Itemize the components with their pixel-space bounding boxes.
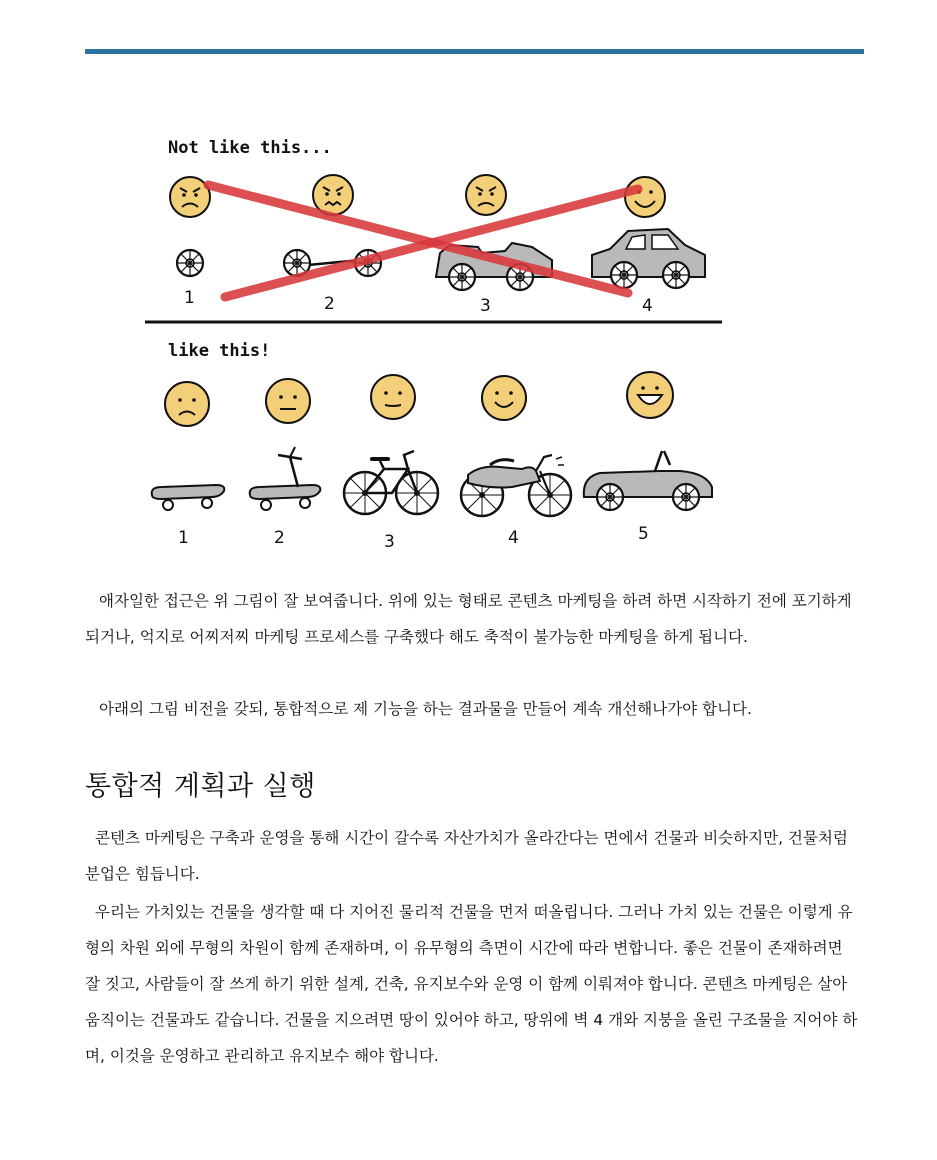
neutral-face-icon <box>371 375 415 419</box>
wheel-icon <box>177 250 203 276</box>
step-number: 4 <box>642 296 653 316</box>
smile-face-icon <box>482 376 526 420</box>
car-icon <box>592 229 705 288</box>
step-number: 3 <box>384 532 395 552</box>
scooter-icon <box>250 447 321 510</box>
top-rule <box>85 49 864 54</box>
like-this-caption: like this! <box>168 341 271 361</box>
not-like-this-caption: Not like this... <box>168 138 332 158</box>
mvp-illustration <box>140 125 730 565</box>
convertible-icon <box>584 451 712 510</box>
bicycle-icon <box>344 451 438 514</box>
step-number: 2 <box>324 294 335 314</box>
happy-face-icon <box>625 177 665 217</box>
body-paragraph-2: 아래의 그림 비전을 갖되, 통합적으로 제 기능을 하는 결과물을 만들어 계속 개선해나가야 합니다. <box>99 700 752 718</box>
angry-face-icon <box>466 175 506 215</box>
body-paragraph-4: 우리는 가치있는 건물을 생각할 때 다 지어진 물리적 건물을 먼저 떠올립니다. 그러나 가치 있는 건물은 이렇게 유형의 차원 외에 무형의 차원이 함께 존재하며, 이 유무형의 측면이 시간에 따라 변합니다. 좋은 건물이 존재하려면 잘 짓고, 사람들이 잘 쓰게 하기 위한 설계, 건축, 유지보수와 운영 이 함께 이뤄져야 합니다. 콘텐츠 마케팅은 살아움직이는 건물과도 같습니다. 건물을 지으려면 땅이 있어야 하고, 땅위에 벽 4 개와 지붕을 올린 구조물을 지어야 하며, 이것을 운영하고 관리하고 유지보수 해야 합니다. <box>85 903 858 1065</box>
step-number: 5 <box>638 524 649 544</box>
step-number: 1 <box>184 288 195 308</box>
neutral-face-icon <box>266 379 310 423</box>
red-cross-out <box>208 185 638 297</box>
step-number: 4 <box>508 528 519 548</box>
motorcycle-icon <box>461 455 571 516</box>
sad-face-icon <box>165 382 209 426</box>
body-paragraph-1: 애자일한 접근은 위 그림이 잘 보여줍니다. 위에 있는 형태로 콘텐츠 마케팅을 하려 하면 시작하기 전에 포기하게 되거나, 억지로 어찌저찌 마케팅 프로세스를 구축했다 해도 축적이 불가능한 마케팅을 하게 됩니다. <box>85 592 852 646</box>
section-heading: 통합적 계획과 실행 <box>85 771 316 802</box>
body-paragraph-3: 콘텐츠 마케팅은 구축과 운영을 통해 시간이 갈수록 자산가치가 올라간다는 면에서 건물과 비슷하지만, 건물처럼 분업은 힘듭니다. <box>85 829 848 883</box>
step-number: 3 <box>480 296 491 316</box>
skateboard-icon <box>152 485 225 510</box>
step-number: 2 <box>274 528 285 548</box>
big-smile-face-icon <box>627 372 673 418</box>
step-number: 1 <box>178 528 189 548</box>
